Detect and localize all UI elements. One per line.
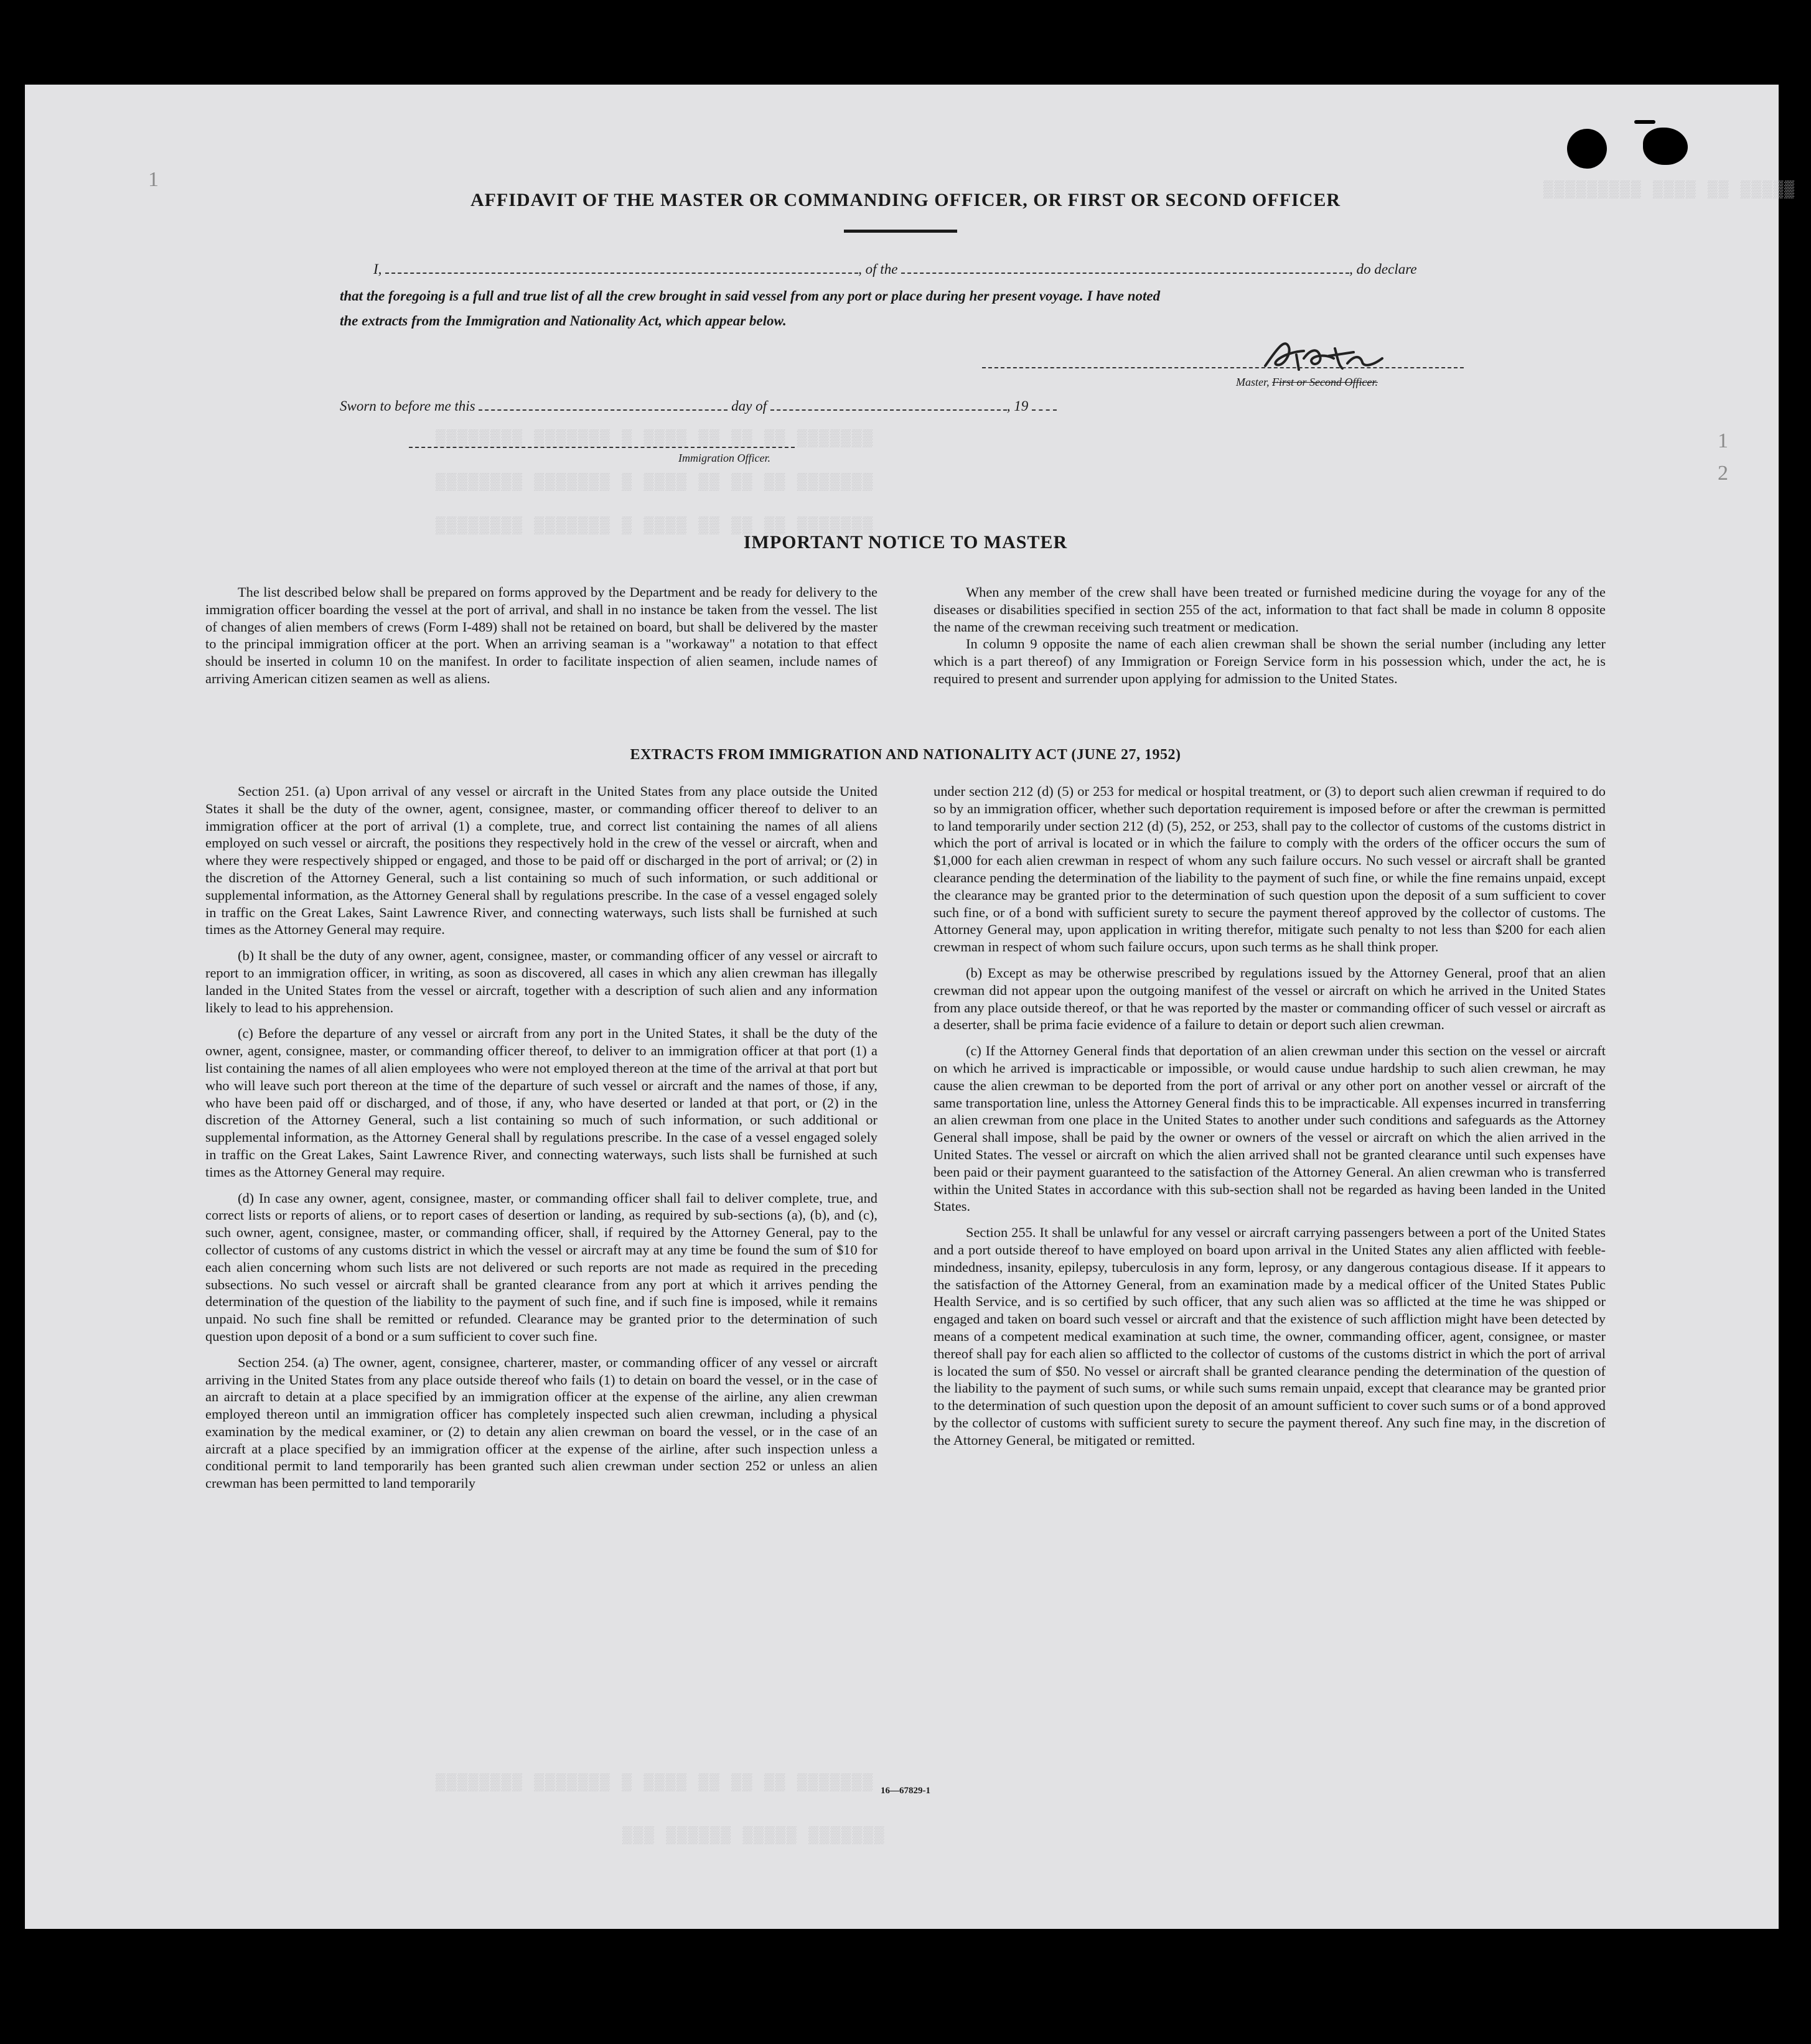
section-254a: Section 254. (a) The owner, agent, consignee, charterer, master, or commanding officer of any vessel or aircraft arriving in the United States from any place outside thereof who fails (1) to detain on board the vessel, or in the case of an aircraft to detain at a place specified by an immigration officer at the expense of the airline, any alien crewman employed thereon until an immigration officer has completely inspected such alien crewman, including a physical examination by the medical examiner, or (2) to detain any alien crewman on board the vessel, or in the case of an aircraft at a place specified by an immigration officer at the expense of the airline, after such inspection unless a conditional permit to land temporarily has been granted such alien crewman under section 252 or unless an alien crewman has been permitted to land temporarily <box>205 1354 877 1491</box>
master-label: Master, <box>1236 376 1270 388</box>
sworn-month-field[interactable] <box>770 401 1007 411</box>
section-251b: (b) It shall be the duty of any owner, agent, consignee, master, or commanding officer of any vessel or aircraft to report to an immigration officer, in writing, as soon as discovered, all cases in which any alien crewman has illegally landed in the United States from the vessel or aircraft, together with a description of such alien and any information likely to lead to his apprehension. <box>205 948 877 1015</box>
notice-right-paragraph-1: When any member of the crew shall have been treated or furnished medicine during the voyage for any of the diseases or disabilities specified in section 255 of the act, information to that fact shall be made in column 8 opposite the name of the crewman receiving such treatment or medication. <box>934 584 1606 635</box>
title-rule <box>844 230 957 233</box>
of-the-label: , of the <box>858 261 898 277</box>
bleed-through-text: ▒▒▒▒▒▒▒▒ ▒▒▒▒▒▒▒ ▒ ▒▒▒▒ ▒▒ ▒▒ ▒▒ ▒▒▒▒▒▒▒ <box>436 516 874 535</box>
immigration-officer-line[interactable] <box>409 447 795 448</box>
day-of-label: day of <box>731 398 767 414</box>
bleed-through-text: ▒▒▒▒▒▒▒▒ ▒▒▒▒▒▒▒ ▒ ▒▒▒▒ ▒▒ ▒▒ ▒▒ ▒▒▒▒▒▒▒ <box>436 1773 874 1792</box>
section-254b: (b) Except as may be otherwise prescribed by regulations issued by the Attorney General, proof that an alien crewman did not appear upon the outgoing manifest of the vessel or aircraft on which he arrived in the United States from any place outside thereof, or that he was reported by the master or commanding officer of such vessel or aircraft as a deserter, shall be prima facie evidence of a failure to detain or deport such alien crewman. <box>934 964 1606 1033</box>
bleed-through-text: ▒▒▒▒▒▒▒▒▒ ▒▒▒▒ ▒▒ ▒▒▒▒▒ <box>1543 180 1795 199</box>
master-caption <box>1236 376 1378 389</box>
notice-left-column <box>205 584 877 688</box>
sworn-line <box>340 398 1057 414</box>
section-251a: Section 251. (a) Upon arrival of any vessel or aircraft in the United States from any place outside the United States it shall be the duty of the owner, agent, consignee, master, or commanding officer thereof to deliver to an immigration officer at the port of arrival (1) a complete, true, and correct list containing the names of all aliens employed on such vessel or aircraft, the positions they respectively hold in the crew of the vessel or aircraft, when and where they were respectively shipped or engaged, and those to be paid off or discharged in the port of arrival; or (2) in the discretion of the Attorney General, such a list containing so much of such information, or such additional or supplemental information, as the Attorney General shall by regulations prescribe. In the case of a vessel engaged solely in traffic on the Great Lakes, Saint Lawrence River, and connecting waterways, such lists shall be furnished at such times as the Attorney General may require. <box>205 783 877 938</box>
bleed-through-text: ▒▒▒▒▒▒▒▒ ▒▒▒▒▒▒▒ ▒ ▒▒▒▒ ▒▒ ▒▒ ▒▒ ▒▒▒▒▒▒▒ <box>436 473 874 492</box>
name-field[interactable] <box>385 264 858 274</box>
affidavit-line-3: the extracts from the Immigration and Nationality Act, which appear below. <box>340 313 787 329</box>
punch-hole-left <box>1567 129 1607 169</box>
sworn-day-field[interactable] <box>479 401 728 411</box>
extracts-heading: EXTRACTS FROM IMMIGRATION AND NATIONALITY ACT (JUNE 27, 1952) <box>630 747 1181 763</box>
year-label: , 19 <box>1006 398 1029 414</box>
bleed-mark: 1 <box>1718 429 1728 452</box>
section-251d: (d) In case any owner, agent, consignee, master, or commanding officer shall fail to deliver complete, true, and correct lists or reports of aliens, or to report cases of desertion or landing, as required by sub-sections (a), (b), and (c), such owner, agent, consignee, master, or commanding officer, shall, if required by the Attorney General, pay to the collector of customs of any customs district in which the vessel or aircraft may at any time be found the sum of $10 for each alien concerning whom such lists are not delivered or such reports are not made as required in the preceding subsections. No such vessel or aircraft shall be granted clearance from any port at which it arrives pending the determination of the question of the liability to the payment of such fine, and if such fine is imposed, while it remains unpaid. No such fine shall be remitted or refunded. Clearance may be granted prior to the determination of such question upon deposit of a bond or a sum sufficient to cover such fine. <box>205 1190 877 1344</box>
section-254c: (c) If the Attorney General finds that deportation of an alien crewman under this section on the vessel or aircraft on which he arrived is impracticable or impossible, or would cause undue hardship to such alien crewman, he may cause the alien crewman to be deported from the port of arrival or any other port on another vessel or aircraft of the same transportation line, unless the Attorney General finds this to be impracticable. All expenses incurred in transferring an alien crewman from one place in the United States to another under such conditions and safeguards as the Attorney General shall impose, shall be paid by the owner or owners of the vessel or aircraft on which the alien arrived in the United States. The vessel or aircraft on which the alien arrived shall not be granted clearance until such expenses have been paid or their payment guaranteed to the satisfaction of the Attorney General. An alien crewman who is transferred within the United States in accordance with this sub-section shall not be regarded as having been landed in the United States. <box>934 1043 1606 1215</box>
section-255: Section 255. It shall be unlawful for any vessel or aircraft carrying passengers between a port of the United States and a port outside thereof to have employed on board upon arrival in the United States any alien afflicted with feeble-mindedness, insanity, epilepsy, tuberculosis in any form, leprosy, or any dangerous contagious disease. If it appears to the satisfaction of the Attorney General, from an examination made by a medical officer of the United States Public Health Service, and is so certified by such officer, that any such alien was so afflicted at the time he was shipped or engaged and taken on board such vessel or aircraft and that the existence of such affliction might have been detected by means of a competent medical examination at such time, the owner, commanding officer, agent, consignee, or master thereof shall pay for each alien so afflicted to the collector of customs of the customs district in which the port of arrival is located the sum of $50. No vessel or aircraft shall be granted clearance pending the determination of the question of the liability to the payment of such sums, or while such sums remain unpaid, except that clearance may be granted prior to the determination of such question upon the deposit of an amount sufficient to cover such sums or of a bond approved by the collector of customs with sufficient surety to secure the payment thereof. Any such fine may, in the discretion of the Attorney General, be mitigated or remitted. <box>934 1225 1606 1448</box>
punch-hole-right <box>1643 128 1688 165</box>
affidavit-i-label: I, <box>373 261 382 277</box>
form-number: 16—67829-1 <box>881 1786 930 1796</box>
notice-heading: IMPORTANT NOTICE TO MASTER <box>743 532 1068 553</box>
bleed-mark: 1 <box>148 168 159 191</box>
bleed-through-text: ▒▒▒▒▒▒▒▒ ▒▒▒▒▒▒▒ ▒ ▒▒▒▒ ▒▒ ▒▒ ▒▒ ▒▒▒▒▒▒▒ <box>436 429 874 448</box>
struck-officer-label: First or Second Officer. <box>1272 376 1378 388</box>
extracts-left-column <box>205 783 877 1492</box>
bleed-through-text: ▒▒▒ ▒▒▒▒▒▒ ▒▒▒▒▒ ▒▒▒▒▒▒▒ <box>622 1826 886 1845</box>
bleed-mark: 2 <box>1718 462 1728 485</box>
notice-right-paragraph-2: In column 9 opposite the name of each alien crewman shall be shown the serial number (including any letter which is a part thereof) of any Immigration or Foreign Service form in his possession which, under the act, he is required to present and surrender upon applying for admission to the United States. <box>934 636 1606 686</box>
notice-left-paragraph: The list described below shall be prepared on forms approved by the Department and be ready for delivery to the immigration officer boarding the vessel at the port of arrival, and shall in no instance be taken from the vessel. The list of changes of alien members of crews (Form I-489) shall not be retained on board, but shall be delivered by the master to the principal immigration officer at the port. When an arriving seaman is a "workaway" a notation to that effect should be inserted in column 10 on the manifest. In order to facilitate inspection of alien seamen, include names of arriving American citizen seamen as well as aliens. <box>205 584 877 686</box>
notice-right-column <box>934 584 1606 688</box>
affidavit-line-2: that the foregoing is a full and true list of all the crew brought in said vessel from any port or place during her present voyage. I have noted <box>340 288 1161 304</box>
master-signature-line[interactable] <box>982 367 1464 368</box>
vessel-field[interactable] <box>901 264 1349 274</box>
section-251c: (c) Before the departure of any vessel or aircraft from any port in the United States, it shall be the duty of the owner, agent, consignee, master, or commanding officer thereof, to deliver to an immigration officer at that port (1) a list containing the names of all alien employees who were not employed thereon at the time of the arrival at that port but who will leave such port thereon at the time of the departure of such vessel or aircraft and the names of those, if any, who have been paid off or discharged, and of those, if any, who have deserted or landed at that port, or (2) in the discretion of the Attorney General, such a list containing so much of such information, or such additional or supplemental information, as the Attorney General shall by regulations prescribe. In the case of a vessel engaged solely in traffic on the Great Lakes, Saint Lawrence River, and connecting waterways, such lists shall be furnished at such times as the Attorney General may require. <box>205 1025 877 1180</box>
extracts-right-column <box>934 783 1606 1449</box>
document-title: AFFIDAVIT OF THE MASTER OR COMMANDING OFFICER, OR FIRST OR SECOND OFFICER <box>470 190 1341 210</box>
immigration-officer-caption: Immigration Officer. <box>678 452 770 464</box>
sworn-label: Sworn to before me this <box>340 398 475 414</box>
master-signature <box>1260 334 1391 380</box>
do-declare-label: , do declare <box>1349 261 1417 277</box>
affidavit-line-1 <box>373 261 1417 278</box>
bleed-mark <box>1634 120 1655 124</box>
section-254a-continued: under section 212 (d) (5) or 253 for medical or hospital treatment, or (3) to deport such alien crewman if required to do so by an immigration officer, whether such deportation requirement is imposed before or after the crewman is permitted to land temporarily under section 212 (d) (5), 252, or 253, shall pay to the collector of customs of the customs district in which the port of arrival is located or in which the failure to comply with the orders of the officer occurs the sum of $1,000 for each alien crewman in respect of whom any such failure occurs. No such vessel or aircraft shall be granted clearance pending the determination of the liability to the payment of such fine, or while the fine remains unpaid, except the clearance may be granted prior to the determination of such question upon the deposit of a sum sufficient to cover such fine, or of a bond with sufficient surety to secure the payment thereof approved by the collector of customs. The Attorney General may, upon application in writing therefor, mitigate such penalty to not less than $200 for each alien crewman in respect of whom such failure occurs, upon such terms as he shall think proper. <box>934 783 1606 955</box>
sworn-year-field[interactable] <box>1032 401 1057 411</box>
